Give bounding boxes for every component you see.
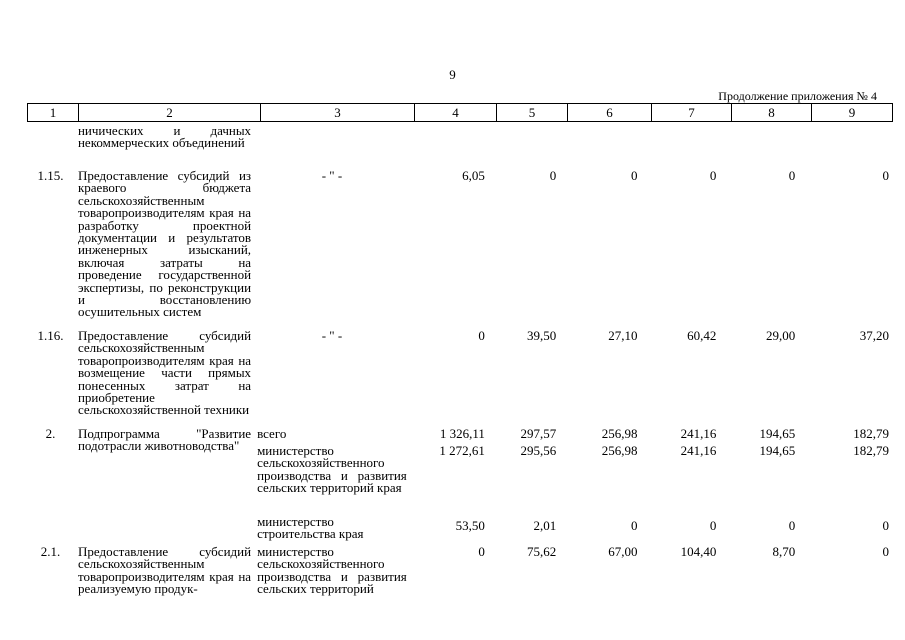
value-cell: 0 — [709, 168, 717, 183]
row-executor — [255, 122, 409, 170]
header-cell: 8 — [732, 104, 812, 122]
header-cell: 3 — [261, 104, 415, 122]
table-row — [27, 330, 905, 428]
row-executor: всего — [257, 426, 287, 441]
value-cell: 60,42 — [687, 328, 717, 343]
header-row — [28, 104, 893, 122]
value-cell: 0 — [709, 518, 717, 533]
value-cell: 8,70 — [772, 544, 796, 559]
value-cell: 0 — [788, 168, 796, 183]
value-cell — [409, 122, 491, 170]
row-executor: министерство сельскохозяйственного производства и развития сельских территорий края — [257, 443, 407, 496]
value-cell — [815, 122, 905, 170]
value-cell: 75,62 — [527, 544, 557, 559]
value-cell: 194,65 — [759, 426, 796, 441]
header-cell: 9 — [812, 104, 893, 122]
continuation-caption: Продолжение приложения № 4 — [718, 89, 877, 103]
value-cell: 29,00 — [765, 328, 796, 343]
value-cell: 0 — [788, 518, 796, 533]
row-number: 1.16. — [37, 328, 64, 343]
value-cell: 295,56 — [520, 443, 557, 458]
row-description: Предоставление субсидий из краевого бюджета сельскохозяйственным товаропроизводителям края на разработку проектной документации и результатов инженерных изысканий, включая затраты на проведение государственной экспертизы, по реконструкции и восстановлению осушительных систем — [77, 168, 252, 320]
data-table — [27, 122, 905, 606]
row-description: Предоставление субсидий сельскохозяйственным товаропроизводителям края на возмещение части прямых понесенных затрат на приобретение сельскохозяйственной техники — [77, 328, 252, 418]
value-cell: 0 — [630, 168, 638, 183]
value-cell: 0 — [549, 168, 557, 183]
value-cell: 1 272,61 — [439, 443, 485, 458]
value-cell: 39,50 — [527, 328, 557, 343]
row-description: Подпрограмма "Развитие подотрасли животноводства" — [77, 426, 252, 454]
value-cell: 6,05 — [462, 168, 485, 183]
row-description: ничических и дачных некоммерческих объединений — [77, 123, 252, 151]
header-cell: 1 — [28, 104, 79, 122]
value-cell — [491, 122, 561, 170]
row-number — [27, 122, 74, 170]
value-cell: 0 — [882, 518, 889, 533]
row-executor: министерство строительства края — [257, 514, 364, 542]
value-cell — [643, 122, 722, 170]
value-cell: 0 — [882, 168, 889, 183]
column-header-table — [27, 103, 893, 122]
value-cell: 37,20 — [859, 328, 889, 343]
table-row — [27, 170, 905, 330]
row-executor: - " - — [321, 328, 343, 343]
value-cell: 53,50 — [455, 518, 485, 533]
value-cell: 256,98 — [601, 426, 638, 441]
table-row — [27, 122, 905, 170]
page-number: 9 — [449, 67, 456, 82]
table-row — [27, 546, 905, 606]
header-cell: 5 — [497, 104, 568, 122]
value-cell: 0 — [882, 544, 889, 559]
row-number: 2. — [45, 426, 56, 441]
value-cell: 67,00 — [608, 544, 638, 559]
value-cell: 0 — [630, 518, 638, 533]
value-cell: 182,79 — [853, 443, 889, 458]
row-executor: министерство сельскохозяйственного производства и развития сельских территорий — [257, 544, 407, 597]
value-cell: 0 — [478, 544, 485, 559]
row-number: 2.1. — [40, 544, 61, 559]
row-number: 1.15. — [37, 168, 64, 183]
value-cell: 297,57 — [520, 426, 557, 441]
header-cell: 2 — [79, 104, 261, 122]
row-description: Предоставление субсидий сельскохозяйственным товаропроизводителям края на реализуемую продук- — [77, 544, 252, 597]
value-cell: 241,16 — [680, 443, 717, 458]
value-cell — [561, 122, 643, 170]
value-cell: 241,16 — [680, 426, 717, 441]
row-executor: - " - — [321, 168, 343, 183]
value-cell: 1 326,11 — [439, 426, 485, 441]
header-cell: 6 — [568, 104, 652, 122]
header-cell: 7 — [652, 104, 732, 122]
value-cell: 256,98 — [601, 443, 638, 458]
value-cell: 27,10 — [608, 328, 638, 343]
value-cell: 2,01 — [533, 518, 557, 533]
value-cell — [722, 122, 815, 170]
header-cell: 4 — [415, 104, 497, 122]
value-cell: 0 — [478, 328, 485, 343]
value-cell: 182,79 — [853, 426, 889, 441]
value-cell: 104,40 — [680, 544, 717, 559]
value-cell: 194,65 — [759, 443, 796, 458]
